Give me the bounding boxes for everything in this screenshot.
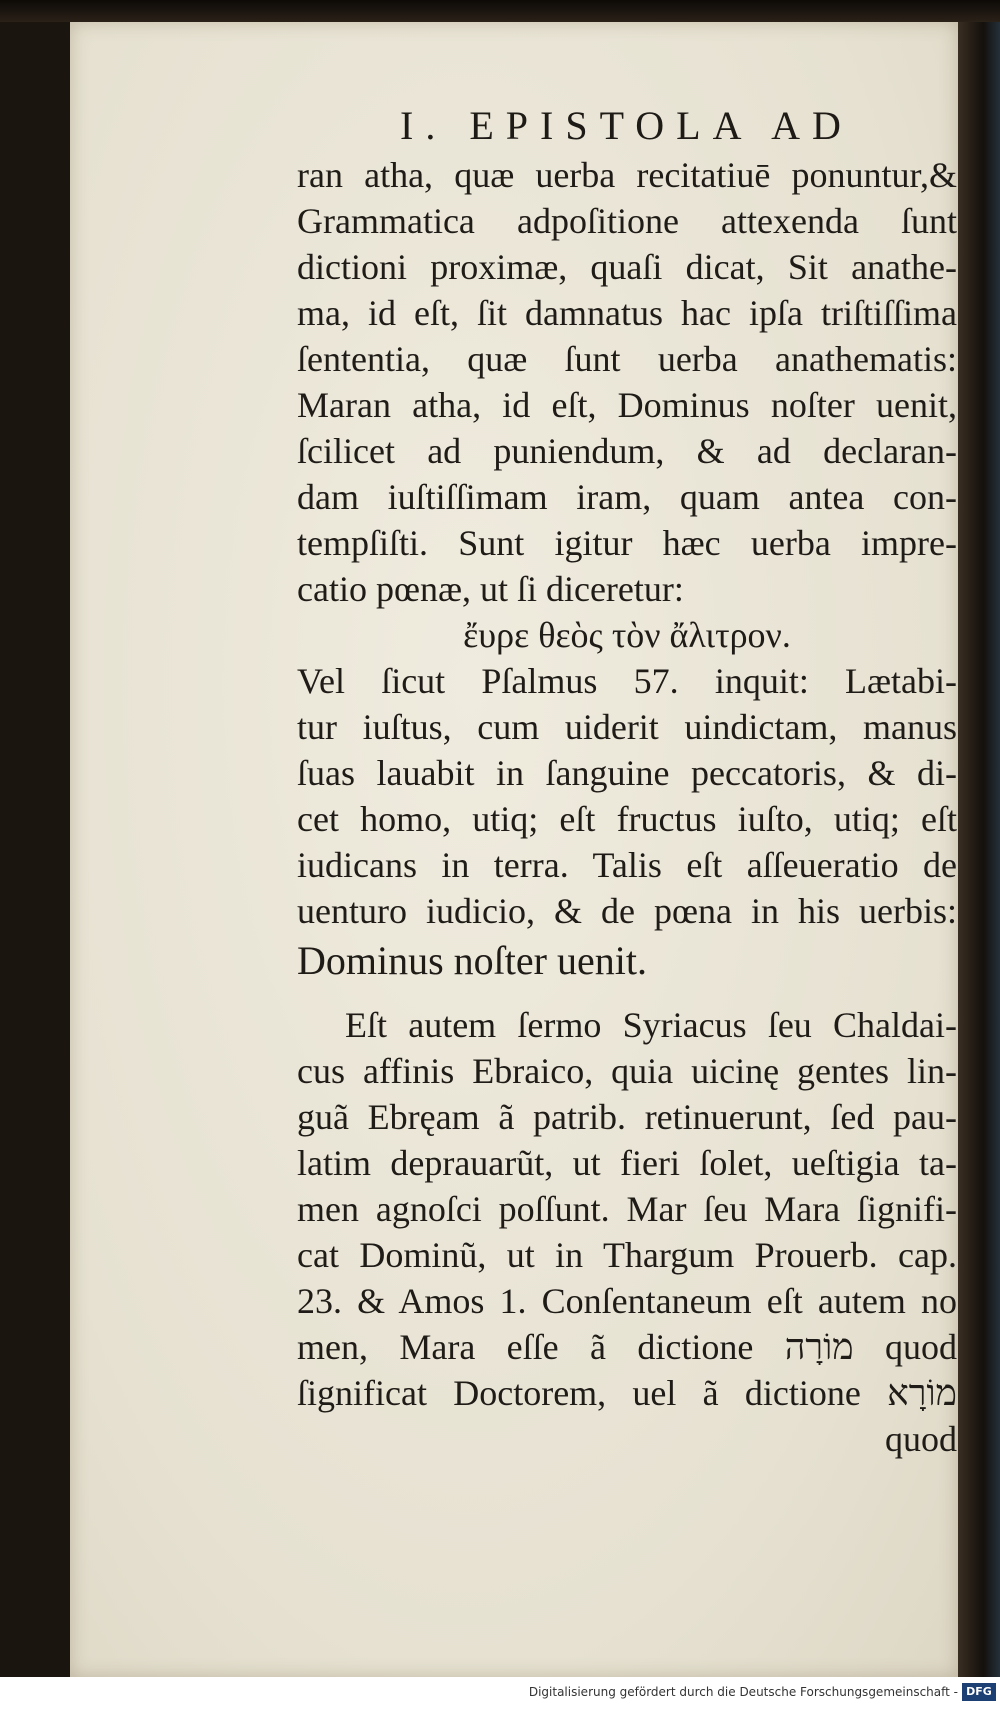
- greek-quotation: ἔυρε θεὸς τὸν ἄλιτρον.: [463, 615, 791, 655]
- text-line: ſuas lauabit in ſanguine peccatoris, & di-: [297, 753, 957, 793]
- text-line: cus affinis Ebraico, quia uicinę gentes lin-: [297, 1051, 957, 1091]
- text-line: cet homo, utiq; eſt fructus iuſto, utiq; eſt: [297, 799, 957, 839]
- text-line: ran atha, quæ uerba recitatiuē ponuntur,&: [297, 155, 957, 195]
- dfg-logo: DFG: [962, 1683, 996, 1701]
- text-line: catio pœnæ, ut ſi diceretur:: [297, 569, 684, 609]
- text-line: ma, id eſt, ſit damnatus hac ipſa triſtiſſima: [297, 293, 957, 333]
- top-edge: [0, 0, 1000, 22]
- funding-credit: Digitalisierung gefördert durch die Deutsche Forschungsgemeinschaft -: [528, 1685, 958, 1699]
- text-line: iudicans in terra. Talis eſt aſſeueratio de: [297, 845, 957, 885]
- catchword: quod: [885, 1419, 957, 1459]
- text-line: tur iuſtus, cum uiderit uindictam, manus: [297, 707, 957, 747]
- emphasized-line: Dominus noſter uenit.: [297, 938, 647, 983]
- text-line: tempſiſti. Sunt igitur hæc uerba impre-: [297, 523, 957, 563]
- text-line: 23. & Amos 1. Conſentaneum eſt autem no: [297, 1281, 957, 1321]
- text-line: ſcilicet ad puniendum, & ad declaran-: [297, 431, 957, 471]
- text-line: ſignificat Doctorem, uel ã dictione מוֹרָא: [297, 1373, 957, 1413]
- page-binding-edge: [958, 22, 1000, 1677]
- body-text: [297, 152, 957, 1462]
- text-line: uenturo iudicio, & de pœna in his uerbis:: [297, 891, 957, 931]
- footer-bar: [0, 1677, 1000, 1710]
- text-line: Eſt autem ſermo Syriacus ſeu Chaldai-: [345, 1005, 957, 1045]
- text-line: men, Mara eſſe ã dictione מוֹרָה quod: [297, 1327, 958, 1367]
- text-line: dam iuſtiſſimam iram, quam antea con-: [297, 477, 957, 517]
- text-line: Maran atha, id eſt, Dominus noſter uenit,: [297, 385, 957, 425]
- text-line: ſententia, quæ ſunt uerba anathematis:: [297, 339, 957, 379]
- text-line: dictioni proximæ, quaſi dicat, Sit anathe-: [297, 247, 957, 287]
- text-line: Grammatica adpoſitione attexenda ſunt: [297, 201, 957, 241]
- text-line: men agnoſci poſſunt. Mar ſeu Mara ſignifi-: [297, 1189, 957, 1229]
- text-line: Vel ſicut Pſalmus 57. inquit: Lætabi-: [297, 661, 957, 701]
- text-line: cat Dominũ, ut in Thargum Prouerb. cap.: [297, 1235, 957, 1275]
- running-header: I. EPISTOLA AD: [400, 103, 853, 148]
- text-line: guã Ebręam ã patrib. retinuerunt, ſed pau-: [297, 1097, 957, 1137]
- text-line: latim deprauarũt, ut fieri ſolet, ueſtigia ta-: [297, 1143, 957, 1183]
